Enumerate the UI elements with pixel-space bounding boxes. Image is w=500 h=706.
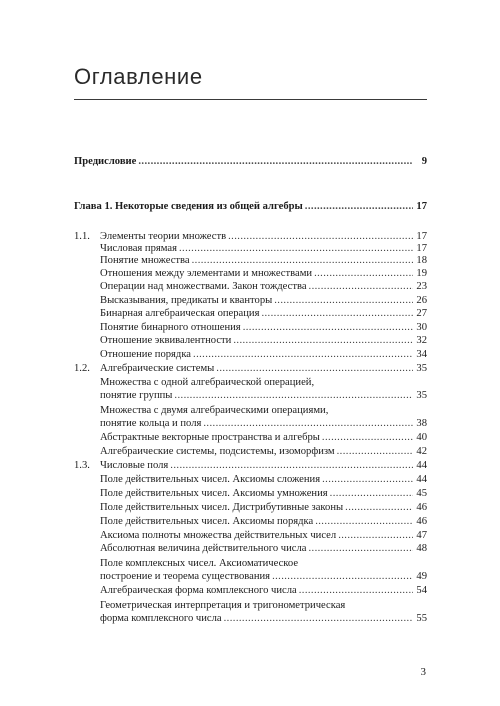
toc-entry-title: Абсолютная величина действительного числа (100, 543, 307, 554)
title-rule (74, 99, 427, 100)
toc-section-number: 1.2. (74, 363, 90, 374)
toc-entry-title: Глава 1. Некоторые сведения из общей алгебры (74, 201, 303, 212)
toc-entry-page: 34 (416, 349, 427, 360)
toc-entry[interactable] (100, 488, 427, 500)
toc-entry[interactable] (100, 243, 427, 255)
toc-leader-dots (174, 390, 413, 402)
toc-entry-title: Бинарная алгебраическая операция (100, 308, 260, 319)
toc-entry-preface[interactable] (74, 156, 427, 168)
toc-entry[interactable] (100, 390, 427, 402)
toc-entry[interactable] (100, 446, 427, 458)
toc-leader-dots (203, 418, 413, 430)
toc-entry-page: 46 (416, 516, 427, 527)
toc-entry-title: Понятие множества (100, 255, 190, 266)
toc-entry-page: 30 (416, 322, 427, 333)
toc-entry-page: 17 (416, 201, 427, 212)
toc-entry[interactable] (100, 418, 427, 430)
toc-entry-page: 47 (416, 530, 427, 541)
toc-entry-page: 27 (416, 308, 427, 319)
toc-entry-page: 23 (416, 281, 427, 292)
toc-entry[interactable] (100, 571, 427, 583)
toc-entry-page: 19 (416, 268, 427, 279)
toc-entry-page: 17 (416, 243, 427, 254)
toc-leader-dots (216, 363, 413, 375)
toc-section-number: 1.1. (74, 231, 90, 242)
toc-entry[interactable] (100, 295, 427, 307)
toc-leader-dots (228, 231, 413, 243)
toc-section-number: 1.3. (74, 460, 90, 471)
toc-leader-dots (314, 268, 413, 280)
toc-entry-title: Алгебраические системы (100, 363, 215, 374)
toc-entry-page: 35 (416, 390, 427, 401)
toc-entry-title: построение и теорема существования (100, 571, 271, 582)
toc-entry[interactable] (100, 268, 427, 280)
toc-entry[interactable] (100, 516, 427, 528)
toc-leader-dots (170, 460, 413, 472)
toc-leader-dots (192, 255, 413, 267)
toc-leader-dots (322, 432, 413, 444)
toc-entry-page: 44 (416, 460, 427, 471)
toc-entry[interactable] (100, 432, 427, 444)
toc-leader-dots (338, 530, 413, 542)
toc-entry-title: Операции над множествами. Закон тождества (100, 281, 307, 292)
toc-entry-title: Абстрактные векторные пространства и алгебры (100, 432, 320, 443)
toc-entry-title: Алгебраические системы, подсистемы, изоморфизм (100, 446, 335, 457)
toc-leader-dots (272, 571, 413, 583)
toc-entry-first-line: Множества с одной алгебраической операцией, (100, 377, 315, 388)
toc-entry[interactable] (100, 502, 427, 514)
toc-entry-page: 45 (416, 488, 427, 499)
toc-leader-dots (305, 201, 413, 213)
toc-entry-title: Числовая прямая (100, 243, 177, 254)
toc-entry-title: Поле действительных чисел. Дистрибутивные законы (100, 502, 344, 513)
toc-entry-page: 18 (416, 255, 427, 266)
toc-leader-dots (261, 308, 413, 320)
toc-entry-page: 44 (416, 474, 427, 485)
page-number: 3 (420, 666, 426, 678)
toc-entry-page: 17 (416, 231, 427, 242)
toc-entry-first-line: Геометрическая интерпретация и тригонометрическая (100, 600, 346, 611)
toc-entry-section-1-3[interactable] (74, 460, 427, 472)
toc-entry-page: 48 (416, 543, 427, 554)
toc-entry[interactable] (100, 613, 427, 625)
toc-leader-dots (330, 488, 413, 500)
toc-entry-title: Поле действительных чисел. Аксиомы порядка (100, 516, 314, 527)
toc-leader-dots (138, 156, 413, 168)
toc-entry-title: Предисловие (74, 156, 137, 167)
toc-entry-page: 46 (416, 502, 427, 513)
toc-entry-page: 55 (416, 613, 427, 624)
toc-entry-page: 49 (416, 571, 427, 582)
toc-entry-title: Числовые поля (100, 460, 169, 471)
toc-entry-title: Отношения между элементами и множествами (100, 268, 313, 279)
toc-entry-first-line: Множества с двумя алгебраическими операциями, (100, 405, 329, 416)
toc-entry-title: Отношение порядка (100, 349, 192, 360)
toc-entry[interactable] (100, 543, 427, 555)
toc-leader-dots (233, 335, 413, 347)
toc-entry-title: форма комплексного числа (100, 613, 222, 624)
toc-entry-title: Высказывания, предикаты и кванторы (100, 295, 273, 306)
toc-entry-chapter-1[interactable] (74, 201, 427, 213)
toc-leader-dots (322, 474, 413, 486)
toc-leader-dots (337, 446, 413, 458)
toc-leader-dots (243, 322, 413, 334)
toc-leader-dots (299, 585, 413, 597)
toc-entry-page: 42 (416, 446, 427, 457)
toc-entry[interactable] (100, 530, 427, 542)
toc-leader-dots (309, 281, 413, 293)
toc-entry-page: 54 (416, 585, 427, 596)
toc-entry-page: 9 (421, 156, 427, 167)
toc-entry-title: понятие кольца и поля (100, 418, 202, 429)
toc-entry-first-line: Поле комплексных чисел. Аксиоматическое (100, 558, 299, 569)
toc-entry[interactable] (100, 255, 427, 267)
page-title: Оглавление (74, 64, 203, 89)
toc-entry-title: Поле действительных чисел. Аксиомы умножения (100, 488, 328, 499)
toc-entry-page: 38 (416, 418, 427, 429)
toc-leader-dots (315, 516, 413, 528)
toc-entry-title: Элементы теории множеств (100, 231, 227, 242)
toc-entry-page: 26 (416, 295, 427, 306)
toc-leader-dots (274, 295, 413, 307)
toc-entry[interactable] (100, 308, 427, 320)
toc-leader-dots (193, 349, 413, 361)
toc-leader-dots (179, 243, 413, 255)
toc-entry[interactable] (100, 281, 427, 293)
toc-entry[interactable] (100, 322, 427, 334)
toc-entry[interactable] (100, 349, 427, 361)
toc-entry-title: Алгебраическая форма комплексного числа (100, 585, 297, 596)
toc-entry-title: понятие группы (100, 390, 173, 401)
toc-leader-dots (345, 502, 413, 514)
toc-entry[interactable] (100, 474, 427, 486)
toc-entry-page: 40 (416, 432, 427, 443)
toc-entry-section-1-2[interactable] (74, 363, 427, 375)
toc-entry-title: Аксиома полноты множества действительных чисел (100, 530, 337, 541)
toc-leader-dots (224, 613, 413, 625)
toc-entry[interactable] (100, 335, 427, 347)
toc-entry-page: 35 (416, 363, 427, 374)
toc-leader-dots (308, 543, 413, 555)
toc-entry[interactable] (100, 585, 427, 597)
toc-entry-page: 32 (416, 335, 427, 346)
toc-entry-section-1-1[interactable] (74, 231, 427, 243)
toc-entry-title: Поле действительных чисел. Аксиомы сложения (100, 474, 321, 485)
toc-entry-title: Отношение эквивалентности (100, 335, 232, 346)
toc-entry-title: Понятие бинарного отношения (100, 322, 241, 333)
